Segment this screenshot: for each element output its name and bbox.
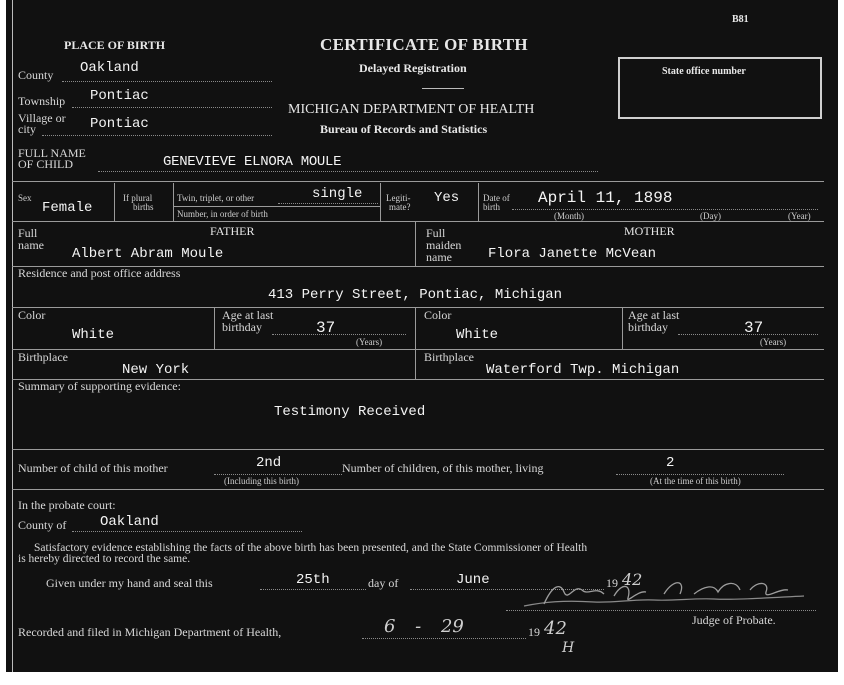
judge-signature <box>504 572 824 612</box>
mother-name-label-3: name <box>426 250 452 264</box>
mother-color-label: Color <box>424 308 452 322</box>
day-of-label: day of <box>368 576 399 590</box>
sep-plural <box>173 183 174 221</box>
father-years-label: (Years) <box>356 337 383 347</box>
father-section-heading: FATHER <box>210 224 255 238</box>
including-label: (Including this birth) <box>224 476 299 486</box>
twin-label: Twin, triplet, or other <box>177 193 255 203</box>
child-name-label-1: FULL NAME <box>18 146 86 160</box>
department-name: MICHIGAN DEPARTMENT OF HEALTH <box>288 102 535 117</box>
child-name-line <box>98 171 598 172</box>
sep-twin <box>380 183 381 221</box>
day-label: (Day) <box>700 211 721 221</box>
probate-label: In the probate court: <box>18 498 116 512</box>
state-office-label: State office number <box>662 66 746 77</box>
mother-age-label-2: birthday <box>628 320 668 334</box>
judge-line <box>506 610 816 611</box>
court-county-line <box>72 531 302 532</box>
recorded-year-prefix: 19 <box>528 625 540 639</box>
recorded-label: Recorded and filed in Michigan Department of Health, <box>18 625 282 639</box>
certificate-document <box>6 0 838 672</box>
recorded-mark: H <box>562 640 575 656</box>
county-value: Oakland <box>80 60 139 76</box>
father-name-value: Albert Abram Moule <box>72 246 224 262</box>
certificate-subtitle: Delayed Registration <box>359 61 467 75</box>
evidence-value: Testimony Received <box>274 404 426 420</box>
father-color-label: Color <box>18 308 46 322</box>
given-day-line <box>260 589 366 590</box>
twin-line <box>278 203 378 204</box>
father-name-label-2: name <box>18 238 44 252</box>
father-color-value: White <box>72 327 115 343</box>
sep-color-mother <box>622 307 623 349</box>
certificate-title: CERTIFICATE OF BIRTH <box>320 35 528 54</box>
order-label: Number, in order of birth <box>177 209 268 219</box>
given-label: Given under my hand and seal this <box>46 576 213 590</box>
rule-top-sex <box>12 181 824 182</box>
dob-label-1: Date of <box>483 193 510 203</box>
statement-line-2: is hereby directed to record the same. <box>18 553 191 565</box>
mother-birthplace-label: Birthplace <box>424 350 474 364</box>
mother-name-value: Flora Janette McVean <box>488 246 657 262</box>
given-year-suffix: 42 <box>622 570 643 589</box>
father-age-label-1: Age at last <box>222 308 274 322</box>
living-label: Number of children, of this mother, living <box>342 461 544 475</box>
county-label: County <box>18 68 54 82</box>
mother-section-heading: MOTHER <box>624 224 675 238</box>
given-month-value: June <box>456 572 490 588</box>
sex-label: Sex <box>18 193 32 203</box>
twin-value: single <box>312 186 363 202</box>
plural-label-1: If plural <box>123 193 153 203</box>
mother-age-label-1: Age at last <box>628 308 680 322</box>
month-label: (Month) <box>554 211 584 221</box>
form-code: B81 <box>732 14 749 25</box>
judge-label: Judge of Probate. <box>692 613 776 627</box>
recorded-date: 6 - 29 <box>384 616 464 637</box>
father-birthplace-label: Birthplace <box>18 350 68 364</box>
sep-legit <box>478 183 479 221</box>
child-number-value: 2nd <box>256 455 282 471</box>
father-name-label-1: Full <box>18 226 38 240</box>
father-birthplace-value: New York <box>122 362 190 378</box>
legit-label-1: Legiti- <box>386 193 411 203</box>
sep-color-father <box>214 307 215 349</box>
township-line <box>72 107 272 108</box>
mother-name-label-1: Full <box>426 226 446 240</box>
place-of-birth-heading: PLACE OF BIRTH <box>64 38 166 52</box>
county-line <box>62 81 272 82</box>
child-number-line <box>214 474 342 475</box>
father-age-value: 37 <box>316 319 336 337</box>
legit-value: Yes <box>434 190 460 206</box>
mother-name-label-2: maiden <box>426 238 462 252</box>
city-value: Pontiac <box>90 116 149 132</box>
bureau-name: Bureau of Records and Statistics <box>320 122 488 136</box>
child-number-label: Number of child of this mother <box>18 461 168 475</box>
title-rule <box>422 88 464 89</box>
evidence-label: Summary of supporting evidence: <box>18 379 181 393</box>
sep-names <box>415 221 416 267</box>
city-line <box>42 135 272 136</box>
township-label: Township <box>18 94 66 108</box>
village-label-1: Village or <box>18 111 66 125</box>
residence-value: 413 Perry Street, Pontiac, Michigan <box>268 287 563 303</box>
mother-age-value: 37 <box>744 319 764 337</box>
sep-color-mid <box>415 307 416 379</box>
rule-children <box>12 449 824 450</box>
father-age-line <box>272 334 406 335</box>
twin-sub-rule <box>173 206 380 207</box>
left-border <box>12 0 13 672</box>
village-label-2: city <box>18 122 36 136</box>
time-label: (At the time of this birth) <box>650 476 741 486</box>
year-label: (Year) <box>788 211 811 221</box>
dob-line <box>512 209 818 210</box>
rule-names <box>12 221 824 222</box>
plural-label-2: births <box>133 202 154 212</box>
mother-color-value: White <box>456 327 499 343</box>
child-name-label-2: OF CHILD <box>18 157 74 171</box>
court-county-value: Oakland <box>100 514 159 530</box>
legit-label-2: mate? <box>389 202 411 212</box>
father-age-label-2: birthday <box>222 320 262 334</box>
court-county-label: County of <box>18 518 67 532</box>
residence-label: Residence and post office address <box>18 266 181 280</box>
rule-color <box>12 307 824 308</box>
township-value: Pontiac <box>90 88 149 104</box>
sex-value: Female <box>42 200 93 216</box>
rule-birthplace <box>12 349 824 350</box>
living-value: 2 <box>666 455 675 471</box>
recorded-line <box>362 638 526 639</box>
mother-years-label: (Years) <box>760 337 787 347</box>
rule-court <box>12 489 824 490</box>
statement-line-1: Satisfactory evidence establishing the facts of the above birth has been presented, and the State Commissioner of Health <box>34 542 588 554</box>
recorded-year-suffix: 42 <box>544 618 567 639</box>
dob-label-2: birth <box>483 202 500 212</box>
given-year-prefix: 19 <box>606 576 618 590</box>
child-name-value: GENEVIEVE ELNORA MOULE <box>163 154 342 170</box>
mother-birthplace-value: Waterford Twp. Michigan <box>486 362 680 378</box>
sep-sex <box>114 183 115 221</box>
living-line <box>616 474 784 475</box>
given-day-value: 25th <box>296 572 330 588</box>
dob-value: April 11, 1898 <box>538 189 673 207</box>
